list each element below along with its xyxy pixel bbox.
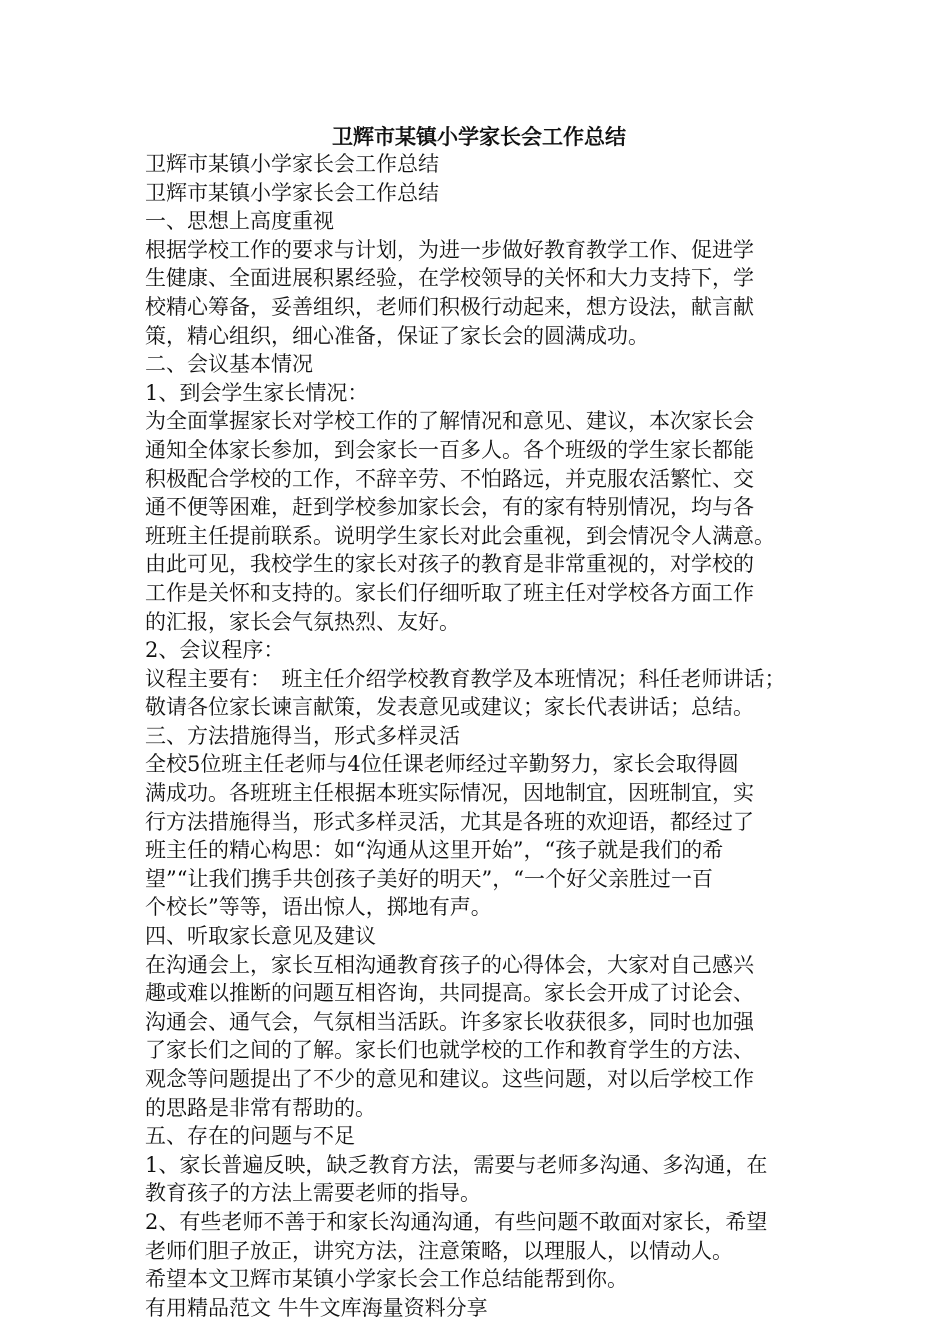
- paragraph-line: 老师们胆子放正，讲究方法，注意策略，以理服人，以情动人。: [145, 1238, 733, 1263]
- section-heading: 三、方法措施得当，形式多样灵活: [145, 723, 460, 748]
- closing-line: 希望本文卫辉市某镇小学家长会工作总结能帮到你。: [145, 1267, 628, 1292]
- paragraph-line: 通不便等困难，赶到学校参加家长会，有的家有特别情况，均与各: [145, 495, 754, 520]
- paragraph-line: 满成功。各班班主任根据本班实际情况，因地制宜，因班制宜，实: [145, 781, 754, 806]
- section-heading: 五、存在的问题与不足: [145, 1124, 355, 1149]
- paragraph-line: 行方法措施得当，形式多样灵活，尤其是各班的欢迎语，都经过了: [145, 809, 754, 834]
- paragraph-line: 教育孩子的方法上需要老师的指导。: [145, 1181, 481, 1206]
- paragraph-line: 由此可见，我校学生的家长对孩子的教育是非常重视的，对学校的: [145, 552, 754, 577]
- paragraph-line: 在沟通会上，家长互相沟通教育孩子的心得体会，大家对自己感兴: [145, 952, 754, 977]
- section-heading: 二、会议基本情况: [145, 352, 313, 377]
- paragraph-line: 校精心筹备，妥善组织，老师们积极行动起来，想方设法，献言献: [145, 294, 754, 319]
- paragraph-line: 全校5位班主任老师与4位任课老师经过辛勤努力，家长会取得圆: [145, 752, 739, 777]
- section-heading: 四、听取家长意见及建议: [145, 924, 376, 949]
- footer-line: 有用精品范文 牛牛文库海量资料分享: [145, 1295, 488, 1320]
- paragraph-line: 班主任的精心构思：如“沟通从这里开始”，“孩子就是我们的希: [145, 838, 724, 863]
- paragraph-line: 的思路是非常有帮助的。: [145, 1095, 376, 1120]
- paragraph-line: 积极配合学校的工作，不辞辛劳、不怕路远，并克服农活繁忙、交: [145, 466, 754, 491]
- paragraph-line: 个校长”等等，语出惊人，掷地有声。: [145, 895, 492, 920]
- paragraph-line: 议程主要有： 班主任介绍学校教育教学及本班情况；科任老师讲话；: [145, 666, 786, 691]
- paragraph-line: 望”“让我们携手共创孩子美好的明天”，“一个好父亲胜过一百: [145, 866, 713, 891]
- sub-heading: 1、到会学生家长情况：: [145, 380, 369, 405]
- subtitle-line: 卫辉市某镇小学家长会工作总结: [145, 180, 439, 205]
- paragraph-line: 1、家长普遍反映，缺乏教育方法，需要与老师多沟通、多沟通，在: [145, 1152, 768, 1177]
- paragraph-line: 班班主任提前联系。说明学生家长对此会重视，到会情况令人满意。: [145, 523, 775, 548]
- section-heading: 一、思想上高度重视: [145, 209, 334, 234]
- paragraph-line: 工作是关怀和支持的。家长们仔细听取了班主任对学校各方面工作: [145, 580, 754, 605]
- paragraph-line: 2、有些老师不善于和家长沟通沟通，有些问题不敢面对家长，希望: [145, 1209, 768, 1234]
- paragraph-line: 策，精心组织，细心准备，保证了家长会的圆满成功。: [145, 323, 649, 348]
- paragraph-line: 趣或难以推断的问题互相咨询，共同提高。家长会开成了讨论会、: [145, 981, 754, 1006]
- paragraph-line: 沟通会、通气会，气氛相当活跃。许多家长收获很多，同时也加强: [145, 1009, 754, 1034]
- document-title: 卫辉市某镇小学家长会工作总结: [332, 124, 626, 149]
- sub-heading: 2、会议程序：: [145, 638, 285, 663]
- paragraph-line: 通知全体家长参加，到会家长一百多人。各个班级的学生家长都能: [145, 437, 754, 462]
- paragraph-line: 生健康、全面进展积累经验，在学校领导的关怀和大力支持下，学: [145, 266, 754, 291]
- paragraph-line: 了家长们之间的了解。家长们也就学校的工作和教育学生的方法、: [145, 1038, 754, 1063]
- subtitle-line: 卫辉市某镇小学家长会工作总结: [145, 152, 439, 176]
- paragraph-line: 敬请各位家长谏言献策，发表意见或建议；家长代表讲话；总结。: [145, 695, 754, 720]
- paragraph-line: 根据学校工作的要求与计划，为进一步做好教育教学工作、促进学: [145, 237, 754, 262]
- paragraph-line: 为全面掌握家长对学校工作的了解情况和意见、建议，本次家长会: [145, 409, 754, 434]
- paragraph-line: 观念等问题提出了不少的意见和建议。这些问题，对以后学校工作: [145, 1067, 754, 1091]
- document-body: [145, 150, 813, 1322]
- paragraph-line: 的汇报，家长会气氛热烈、友好。: [145, 609, 460, 634]
